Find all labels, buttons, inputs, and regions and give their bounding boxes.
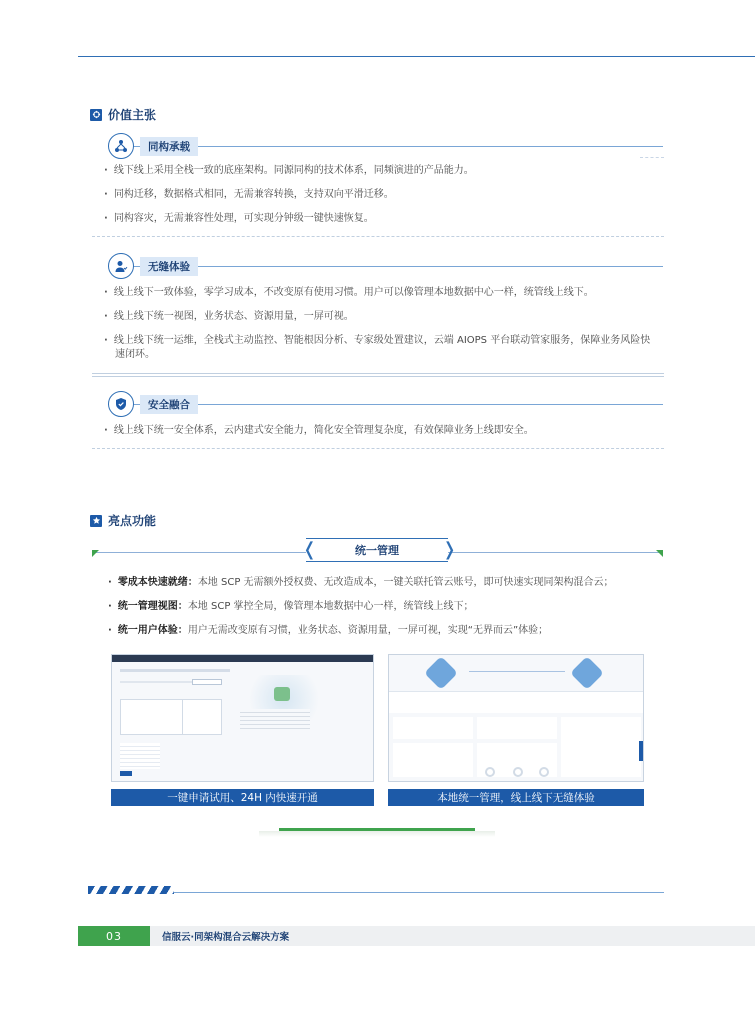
bullet-item: · 线上线下统一运维，全栈式主动监控、智能根因分析、专家级处置建议，云端 AIOPS 平台联动管家服务，保障业务风险快速闭环。 (104, 334, 654, 362)
green-shadow (259, 831, 495, 837)
group-header-seamless (108, 253, 198, 279)
feature-item: · 统一用户体验：用户无需改变原有习惯，业务状态、资源用量，一屏可视，实现“无界而云”体验； (108, 625, 549, 636)
page-number: 03 (78, 926, 150, 946)
chevron-left-icon: ❬ (302, 539, 318, 560)
stripe-decoration (88, 886, 174, 894)
corner-marker (656, 550, 663, 557)
section-icon (90, 109, 102, 121)
group-divider (92, 373, 664, 377)
group-label: 同构承载 (140, 137, 198, 156)
group-dots (640, 157, 664, 158)
group-bullets (104, 424, 664, 438)
shield-icon (108, 391, 134, 417)
caption-dashboard: 本地统一管理，线上线下无缝体验 (388, 789, 644, 806)
feature-item: · 统一管理视图：本地 SCP 掌控全局，像管理本地数据中心一样，统管线上线下； (108, 601, 474, 612)
group-bullets (104, 286, 654, 362)
star-icon (90, 515, 102, 527)
screenshot-trial (111, 654, 374, 782)
group-divider (92, 236, 664, 237)
screenshot-dashboard (388, 654, 644, 782)
value-section-title: 价值主张 (108, 108, 157, 122)
bullet-item: · 线上线下统一安全体系，云内建式安全能力，简化安全管理复杂度，有效保障业务上线即安全。 (104, 424, 664, 438)
group-label: 安全融合 (140, 395, 198, 414)
top-rule (78, 56, 755, 57)
hierarchy-icon (108, 133, 134, 159)
group-header-security (108, 391, 198, 417)
bullet-item: · 线上线下一致体验，零学习成本，不改变原有使用习惯。用户可以像管理本地数据中心一样，统管线上线下。 (104, 286, 654, 300)
green-accent-bar (279, 828, 475, 831)
caption-trial: 一键申请试用、24H 内快速开通 (111, 789, 374, 806)
chevron-right-icon: ❭ (442, 539, 458, 560)
tab-label: 统一管理 (355, 544, 399, 557)
bullet-item: · 线下线上采用全栈一致的底座架构。同源同构的技术体系，同频演进的产品能力。 (104, 164, 659, 178)
user-icon (108, 253, 134, 279)
stripe-rule (174, 892, 664, 893)
feature-item: · 零成本快速就绪：本地 SCP 无需额外授权费、无改造成本，一键关联托管云账号，即可快速实现同架构混合云； (108, 577, 614, 588)
features-section-title: 亮点功能 (108, 514, 157, 528)
tab-unified-management (302, 538, 458, 562)
feature-list (108, 576, 668, 638)
features-section-header (90, 512, 156, 529)
footer-title: 信服云·同架构混合云解决方案 (162, 932, 290, 943)
bullet-item: · 同构迁移，数据格式相同，无需兼容转换，支持双向平滑迁移。 (104, 188, 659, 202)
corner-marker (92, 550, 99, 557)
group-bullets (104, 164, 659, 226)
group-divider (92, 448, 664, 449)
group-header-isomorphic (108, 133, 198, 159)
bullet-item: · 同构容灾，无需兼容性处理，可实现分钟级一键快速恢复。 (104, 212, 659, 226)
group-label: 无缝体验 (140, 257, 198, 276)
value-section-header (90, 106, 156, 123)
bullet-item: · 线上线下统一视图，业务状态、资源用量，一屏可视。 (104, 310, 654, 324)
